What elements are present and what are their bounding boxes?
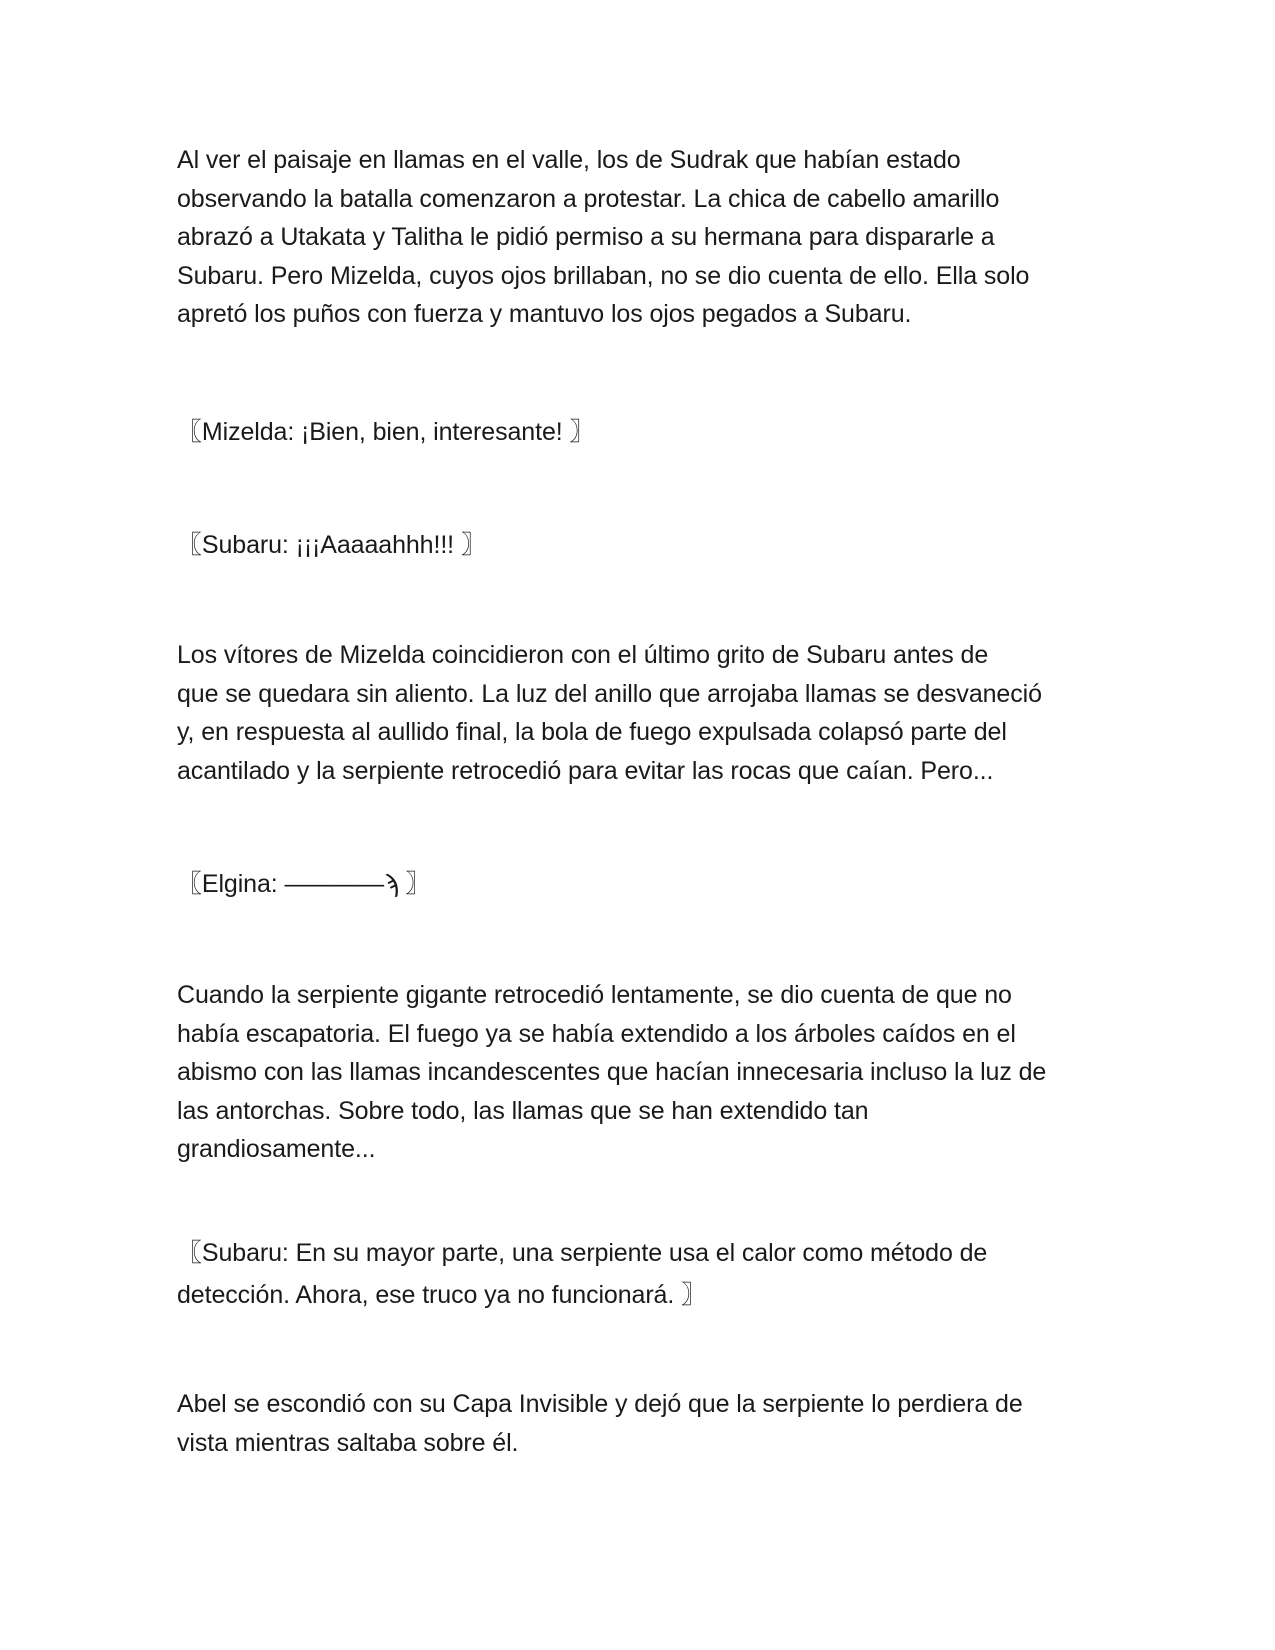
text-line: había escapatoria. El fuego ya se había extendido a los árboles caídos en el <box>177 1019 1016 1048</box>
text-line: las antorchas. Sobre todo, las llamas que se han extendido tan <box>177 1096 869 1125</box>
text-line: grandiosamente... <box>177 1135 376 1163</box>
dialog-line: 〖Elgina: ————ϡ 〗 <box>177 870 431 898</box>
dialog-line: 〖Mizelda: ¡Bien, bien, interesante! 〗 <box>177 418 595 446</box>
text-line: que se quedara sin aliento. La luz del anillo que arrojaba llamas se desvaneció <box>177 679 1042 708</box>
dialog-elgina <box>177 865 1117 904</box>
dialog-line: 〖Subaru: En su mayor parte, una serpiente usa el calor como método de <box>177 1239 988 1267</box>
text-line: abismo con las llamas incandescentes que hacían innecesaria incluso la luz de <box>177 1058 1047 1086</box>
paragraph-2 <box>177 636 1117 790</box>
dialog-subaru-scream <box>177 526 1117 565</box>
text-line: Abel se escondió con su Capa Invisible y dejó que la serpiente lo perdiera de <box>177 1390 1023 1418</box>
text-line: vista mientras saltaba sobre él. <box>177 1428 519 1457</box>
text-line: Cuando la serpiente gigante retrocedió lentamente, se dio cuenta de que no <box>177 981 1012 1009</box>
text-line: acantilado y la serpiente retrocedió para evitar las rocas que caían. Pero... <box>177 756 994 785</box>
text-line: Los vítores de Mizelda coincidieron con el último grito de Subaru antes de <box>177 641 989 669</box>
dialog-mizelda <box>177 413 1117 452</box>
text-line: abrazó a Utakata y Talitha le pidió permiso a su hermana para dispararle a <box>177 223 995 251</box>
dialog-line: detección. Ahora, ese truco ya no funcionará. 〗 <box>177 1280 706 1309</box>
text-line: Subaru. Pero Mizelda, cuyos ojos brillaban, no se dio cuenta de ello. Ella solo <box>177 261 1030 290</box>
paragraph-3 <box>177 976 1117 1169</box>
text-line: y, en respuesta al aullido final, la bola de fuego expulsada colapsó parte del <box>177 718 1007 746</box>
paragraph-1 <box>177 141 1117 334</box>
text-line: Al ver el paisaje en llamas en el valle, los de Sudrak que habían estado <box>177 146 961 174</box>
text-line: observando la batalla comenzaron a protestar. La chica de cabello amarillo <box>177 184 1000 213</box>
paragraph-4 <box>177 1385 1117 1462</box>
dialog-line: 〖Subaru: ¡¡¡Aaaaahhh!!! 〗 <box>177 531 486 559</box>
dialog-subaru-detection <box>177 1234 1117 1314</box>
text-line: apretó los puños con fuerza y mantuvo los ojos pegados a Subaru. <box>177 300 912 328</box>
